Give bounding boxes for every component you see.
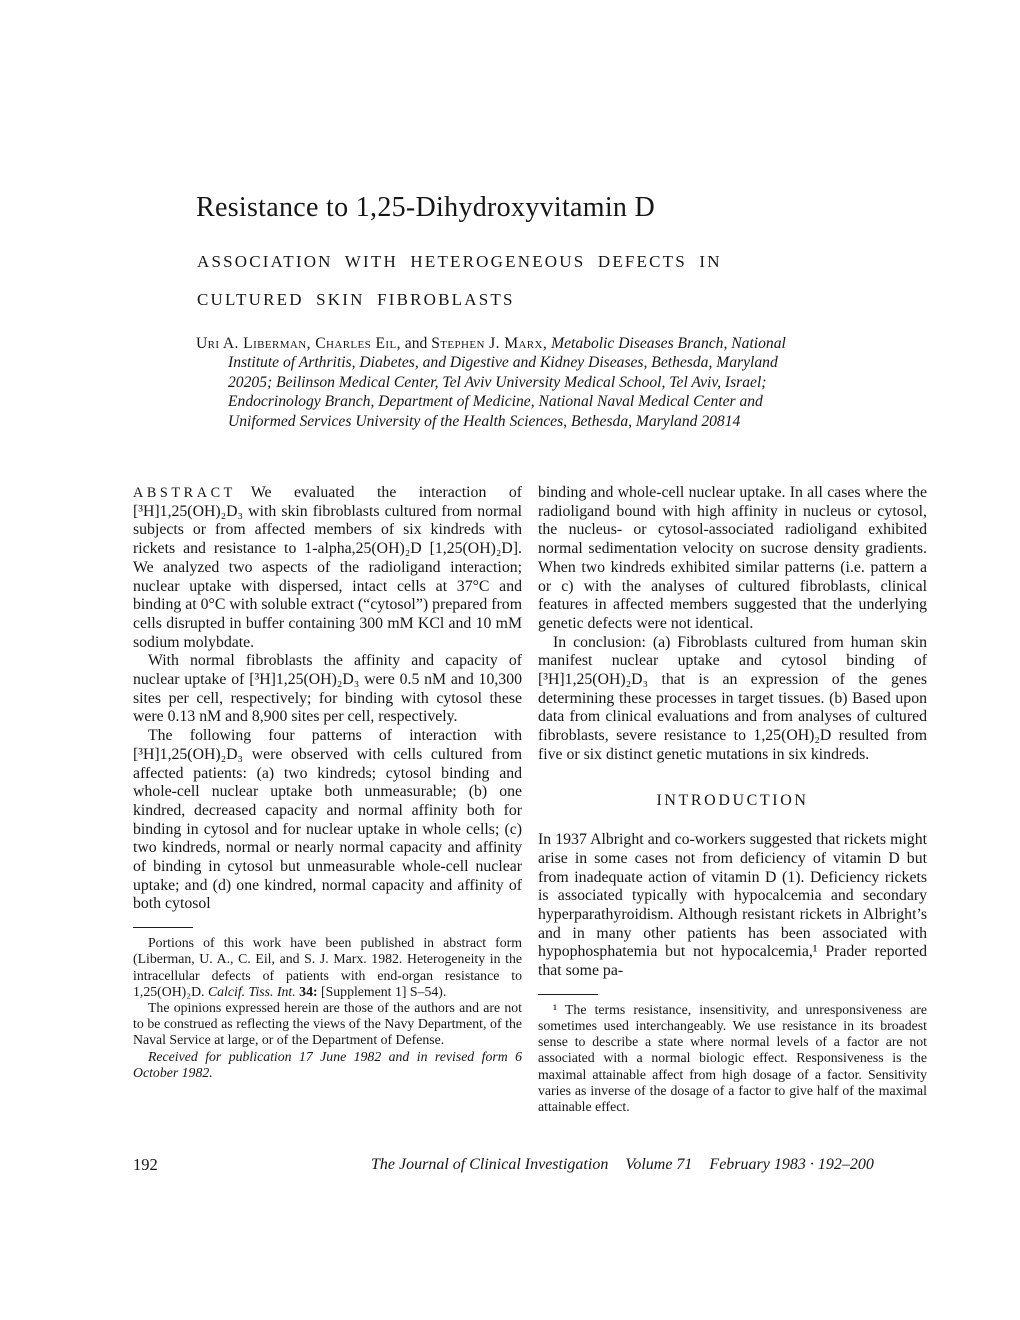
abstract-paragraph-5: In conclusion: (a) Fibroblasts cultured from human skin manifest nuclear uptake and cytosol binding of [³H]1,25(OH)₂D₃ that is an expression of the genes determining these processes in target tissues. (b) Based upon data from clinical evaluations and from analyses of cultured fibroblasts, severe resistance to 1,25(OH)₂D resulted from five or six distinct genetic mutations in six kindreds. — [538, 633, 927, 763]
footnote-prior-publication-text: Portions of this work have been published in abstract form (Liberman, U. A., C. Eil, and S. J. Marx. 1982. Heterogeneity in the intracellular defects of patients with end-organ resistance to 1,25(OH)₂D. — [133, 935, 522, 999]
article-subtitle-line2: CULTURED SKIN FIBROBLASTS — [197, 290, 515, 309]
journal-volume: Volume 71 — [625, 1156, 693, 1173]
authors-affiliations-block — [196, 334, 803, 431]
author-names-first: Uri A. Liberman, Charles Eil, — [196, 335, 401, 352]
footnote-rule-right — [538, 994, 598, 995]
abstract-paragraph-1 — [133, 484, 522, 652]
abstract-label: ABSTRACT — [133, 485, 236, 501]
right-column — [538, 484, 927, 1115]
footnote-rule-left — [133, 927, 193, 928]
right-footnotes — [538, 1002, 927, 1115]
author-names-last: Stephen J. Marx, — [431, 335, 548, 352]
introduction-heading: INTRODUCTION — [656, 791, 809, 809]
author-affiliation-text: Metabolic Diseases Branch, National Institute of Arthritis, Diabetes, and Digestive and Kidney Diseases, Bethesda, Maryland 20205; Beilinson Medical Center, Tel Aviv University Medical School, Tel Aviv, Israel; Endocrinology Branch, Department of Medicine, National Naval Medical Center and Uniformed Services University of the Health Sciences, Bethesda, Maryland 20814 — [228, 335, 786, 430]
introduction-paragraph-1: In 1937 Albright and co-workers suggested that rickets might arise in some cases not from deficiency of vitamin D but from inadequate action of vitamin D (1). Deficiency rickets is associated typically with hypocalcemia and secondary hyperparathyroidism. Although resistant rickets in Albright’s and in many other patients has been associated with hypophosphatemia but not hypocalcemia,¹ Prader reported that some pa- — [538, 831, 927, 980]
abstract-paragraph-3: The following four patterns of interaction with [³H]1,25(OH)₂D₃ were observed with cells cultured from affected patients: (a) two kindreds; cytosol binding and whole-cell nuclear uptake both unmeasurable; (b) one kindred, decreased capacity and normal affinity both for binding in cytosol and for nuclear uptake in whole cells; (c) two kindreds, normal or nearly normal capacity and affinity of binding in cytosol but unmeasurable whole-cell nuclear uptake; and (d) one kindred, normal capacity and affinity of both cytosol — [133, 727, 522, 913]
left-footnotes — [133, 935, 522, 1081]
footnote-terms-definition: ¹ The terms resistance, insensitivity, and unresponsiveness are sometimes used interchangeably. We use resistance in its broadest sense to describe a state where normal levels of a factor are not associated with a normal biologic effect. Responsiveness is the maximal attainable affect from high dosage of a factor. Sensitivity varies as inverse of the dosage of a factor to give half of the maximal attainable effect. — [538, 1001, 927, 1115]
footnote-prior-publication — [133, 935, 522, 1000]
journal-citation — [371, 1156, 874, 1174]
left-column — [133, 484, 522, 1081]
author-names-conjunction: and — [400, 335, 432, 352]
journal-issue-pages: February 1983 · 192–200 — [709, 1156, 874, 1173]
journal-name: The Journal of Clinical Investigation — [371, 1156, 609, 1173]
article-title: Resistance to 1,25-Dihydroxyvitamin D — [196, 192, 656, 223]
footnote-received-date: Received for publication 17 June 1982 and in revised form 6 October 1982. — [133, 1048, 522, 1080]
footnote-navy-disclaimer: The opinions expressed herein are those of the authors and are not to be construed as reflecting the views of the Navy Department, of the Naval Service at large, or of the Department of Defense. — [133, 999, 522, 1048]
page-number: 192 — [133, 1155, 158, 1174]
footnote-journal-volume: 34: — [295, 983, 318, 999]
abstract-paragraph-2: With normal fibroblasts the affinity and capacity of nuclear uptake of [³H]1,25(OH)₂D₃ were 0.5 nM and 10,300 sites per cell, respectively; for binding with cytosol these were 0.13 nM and 8,900 sites per cell, respectively. — [133, 652, 522, 726]
article-subtitle-line1: ASSOCIATION WITH HETEROGENEOUS DEFECTS IN — [197, 252, 722, 271]
abstract-paragraph-4: binding and whole-cell nuclear uptake. In all cases where the radioligand bound with high affinity in nucleus or cytosol, the nucleus- or cytosol-associated radioligand exhibited normal sedimentation velocity on sucrose density gradients. When two kindreds exhibited similar patterns (i.e. pattern a or c) with the analyses of cultured fibroblasts, clinical features in affected members suggested that the underlying genetic defects were not identical. — [538, 484, 927, 632]
footnote-journal-pages: [Supplement 1] S–54). — [317, 983, 447, 999]
footnote-journal-name: Calcif. Tiss. Int. — [207, 983, 296, 999]
abstract-p1-text: We evaluated the interaction of [³H]1,25(OH)₂D₃ with skin fibroblasts cultured from normal subjects or from affected members of six kindreds with rickets and resistance to 1-alpha,25(OH)₂D [1,25(OH)₂D]. We analyzed two aspects of the radioligand interaction; nuclear uptake with dispersed, intact cells at 37°C and binding at 0°C with soluble extract (“cytosol”) prepared from cells disrupted in buffer containing 300 mM KCl and 10 mM sodium molybdate. — [133, 484, 522, 651]
